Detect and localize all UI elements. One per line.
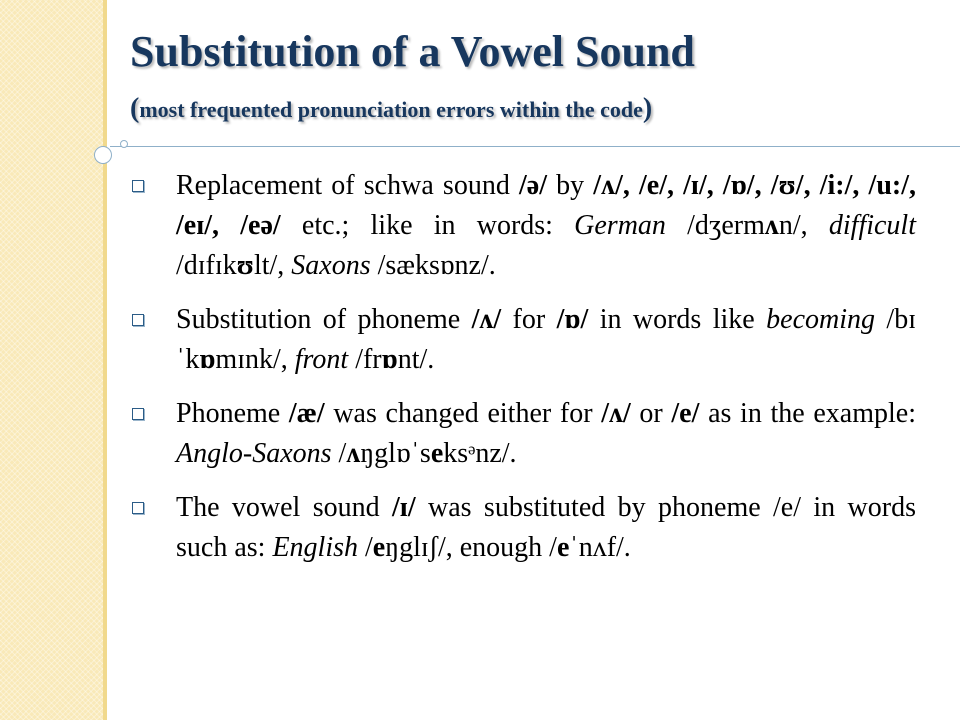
bullet-text-run: ksᵊnz/. — [443, 438, 517, 469]
bullet-text-run: /sæksɒnz/. — [370, 250, 496, 281]
bullet-text-run: / — [331, 438, 347, 469]
hollow-square-bullet-icon — [132, 314, 144, 326]
bullet-text-run: /e/ — [671, 398, 700, 429]
bullet-text-run: /ə/ — [518, 170, 547, 201]
bullet-text-run: n/, — [778, 210, 829, 241]
bullet-text-run: front — [294, 344, 349, 375]
subtitle-close-paren: ) — [642, 93, 653, 124]
bullet-item — [132, 300, 916, 380]
bullet-text-run: ʌ — [764, 210, 779, 241]
bullet-text-run: nt/. — [397, 344, 435, 375]
small-circle-ornament-icon — [120, 140, 128, 148]
bullet-text-run: ˈnʌf/. — [569, 532, 631, 563]
bullet-text-run: becoming — [766, 304, 876, 335]
circle-ornament-icon — [94, 146, 112, 164]
bullet-text-run: difficult — [828, 210, 916, 241]
bullet-text-run: by — [546, 170, 594, 201]
bullet-text-run: mɪnk/, — [215, 344, 295, 375]
bullet-text-run: e — [430, 438, 444, 469]
bullet-text-run: was substituted by phoneme /e/ in words such as: — [176, 492, 916, 563]
bullet-text-run: Replacement of schwa sound — [176, 170, 519, 201]
bullet-text-run: ɒ — [199, 344, 216, 375]
bullet-text-run: /ʌ/, /e/, /ɪ/, /ɒ/, /ʊ/, /i:/, /u:/, /eɪ/, /eə/ — [176, 170, 916, 241]
bullet-text-run: etc.; like in words: — [280, 210, 575, 241]
bullet-text-run: or — [630, 398, 672, 429]
bullet-text-run: Anglo-Saxons — [176, 438, 332, 469]
bullet-text-run: Saxons — [291, 250, 371, 281]
slide-subtitle — [130, 94, 652, 125]
bullet-text-run: in words like — [588, 304, 767, 335]
hollow-square-bullet-icon — [132, 180, 144, 192]
bullet-text-run: ʊ — [236, 250, 254, 281]
bullet-text-run: was changed either for — [324, 398, 602, 429]
bullet-text-run: /ɒ/ — [556, 304, 589, 335]
hollow-square-bullet-icon — [132, 502, 144, 514]
bullet-text-run: ɒ — [381, 344, 398, 375]
bullet-text-run: /dɪfɪk — [176, 250, 237, 281]
bullet-text-run: Substitution of phoneme — [176, 304, 472, 335]
bullet-text-run: German — [574, 210, 666, 241]
bullet-text-run: /bɪˈk — [176, 304, 916, 375]
bullet-text-run: /æ/ — [288, 398, 325, 429]
side-band-edge — [103, 0, 107, 720]
bullet-text-run: Phoneme — [176, 398, 289, 429]
bullet-text-run: ŋglɒˈs — [360, 438, 431, 469]
bullet-text-run: English — [272, 532, 358, 563]
bullet-text-run: lt/, — [253, 250, 292, 281]
slide-title: Substitution of a Vowel Sound — [130, 27, 695, 76]
bullet-text-run: for — [501, 304, 557, 335]
subtitle-text: most frequented pronunciation errors within the code — [139, 97, 643, 122]
bullet-item — [132, 394, 916, 474]
bullet-text-run: as in the example: — [699, 398, 916, 429]
bullet-text-run: /ɪ/ — [392, 492, 416, 523]
bullet-text-run: ʌ — [346, 438, 361, 469]
bullet-item — [132, 166, 916, 286]
bullet-text-run: e — [372, 532, 386, 563]
bullet-text-run: /ʌ/ — [471, 304, 502, 335]
bullet-text-run: /fr — [348, 344, 382, 375]
title-divider-line — [110, 146, 960, 147]
bullet-list — [132, 166, 916, 582]
bullet-text-run: ŋglɪʃ/, enough / — [385, 532, 557, 563]
bullet-item — [132, 488, 916, 568]
bullet-text-run: / — [358, 532, 373, 563]
side-decorative-band — [0, 0, 103, 720]
bullet-text-run: The vowel sound — [176, 492, 392, 523]
bullet-text-run: e — [556, 532, 570, 563]
bullet-text-run: /dʒerm — [665, 210, 765, 241]
subtitle-open-paren: ( — [130, 93, 140, 124]
bullet-text-run: /ʌ/ — [601, 398, 631, 429]
hollow-square-bullet-icon — [132, 408, 144, 420]
